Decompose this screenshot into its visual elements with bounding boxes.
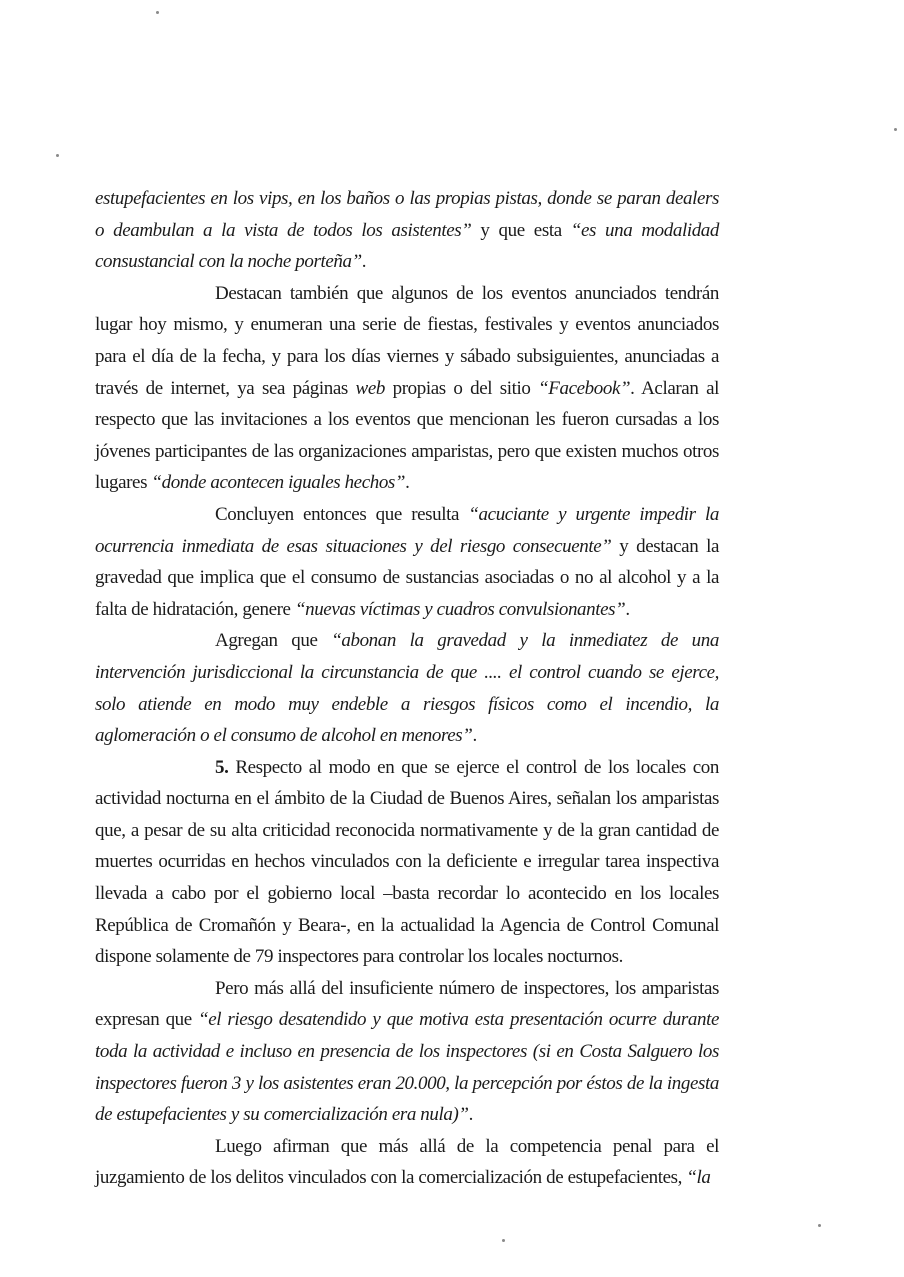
scan-speck: [894, 128, 897, 131]
text-segment-normal: Pero más allá del insuficiente número de inspectores, los amparistas expresan que: [95, 977, 719, 1031]
text-segment-bold: 5.: [215, 756, 229, 778]
scan-speck: [818, 1224, 821, 1227]
text-segment-normal: .: [472, 725, 477, 747]
text-segment-normal: .: [625, 598, 630, 620]
text-segment-italic: web: [355, 377, 385, 399]
text-segment-italic: “abonan la gravedad y la inmediatez de una intervención jurisdiccional la circunstancia de que .... el control cuando se ejerce, solo atiende en modo muy endeble a riesgos físicos como el incendio, la aglomeración o el consumo de alcohol en menores”: [95, 630, 719, 747]
text-segment-normal: Luego afirman que más allá de la competencia penal para el juzgamiento de los delitos vinculados con la comercialización de estupefacientes,: [95, 1135, 719, 1189]
text-segment-normal: .: [361, 251, 367, 273]
text-segment-italic: “nuevas víctimas y cuadros convulsionantes”: [294, 598, 626, 620]
text-segment-normal: y que esta: [471, 219, 571, 241]
paragraph-2: [95, 278, 719, 499]
text-segment-normal: y destacan la gravedad que implica que el consumo de sustancias asociadas o no al alcohol y a la falta de hidratación, genere: [95, 535, 719, 620]
paragraph-1: [95, 183, 719, 278]
text-segment-normal: .: [468, 1104, 473, 1126]
text-segment-italic: “donde acontecen iguales hechos”: [151, 472, 406, 494]
paragraph-3: [95, 499, 719, 625]
text-segment-italic: “la: [686, 1167, 711, 1189]
scan-speck: [56, 154, 59, 157]
text-segment-normal: Respecto al modo en que se ejerce el control de los locales con actividad nocturna en el ámbito de la Ciudad de Buenos Aires, señalan los amparistas que, a pesar de su alta criticidad reconocida normativamente y de la gran cantidad de muertes ocurridas en hechos vinculados con la deficiente e irregular tarea inspectiva llevada a cabo por el gobierno local –basta recordar lo acontecido en los locales República de Cromañón y Beara-, en la actualidad la Agencia de Control Comunal dispone solamente de 79 inspectores para controlar los locales nocturnos.: [95, 756, 719, 968]
paragraph-5: [95, 752, 719, 973]
paragraph-7: [95, 1131, 719, 1194]
scan-speck: [502, 1239, 505, 1242]
document-body: [95, 183, 719, 1194]
text-segment-italic: “acuciante y urgente impedir la ocurrencia inmediata de esas situaciones y del riesgo consecuente”: [95, 503, 719, 557]
text-segment-normal: propias o del sitio: [384, 377, 539, 399]
text-segment-italic: “Facebook”: [538, 377, 631, 399]
paragraph-4: [95, 625, 719, 751]
text-segment-normal: Destacan también que algunos de los eventos anunciados tendrán lugar hoy mismo, y enumeran una serie de fiestas, festivales y eventos anunciados para el día de la fecha, y para los días viernes y sábado subsiguientes, anunciadas a través de internet, ya sea páginas: [95, 282, 719, 399]
text-segment-normal: Concluyen entonces que resulta: [215, 503, 469, 525]
text-segment-italic: estupefacientes en los vips, en los baños o las propias pistas, donde se paran dealers o deambulan a la vista de todos los asistentes”: [95, 188, 719, 241]
text-segment-normal: . Aclaran al respecto que las invitaciones a los eventos que mencionan les fueron cursadas a los jóvenes participantes de las organizaciones amparistas, pero que existen muchos otros lugares: [95, 377, 719, 494]
text-segment-italic: “es una modalidad consustancial con la noche porteña”: [95, 219, 719, 273]
scan-speck: [156, 11, 159, 14]
text-segment-italic: “el riesgo desatendido y que motiva esta presentación ocurre durante toda la actividad e incluso en presencia de los inspectores (si en Costa Salguero los inspectores fueron 3 y los asistentes eran 20.000, la percepción por éstos de la ingesta de estupefacientes y su comercialización era nula)”: [95, 1009, 719, 1126]
text-segment-normal: Agregan que: [215, 630, 332, 652]
paragraph-6: [95, 973, 719, 1131]
text-segment-normal: .: [405, 472, 410, 494]
